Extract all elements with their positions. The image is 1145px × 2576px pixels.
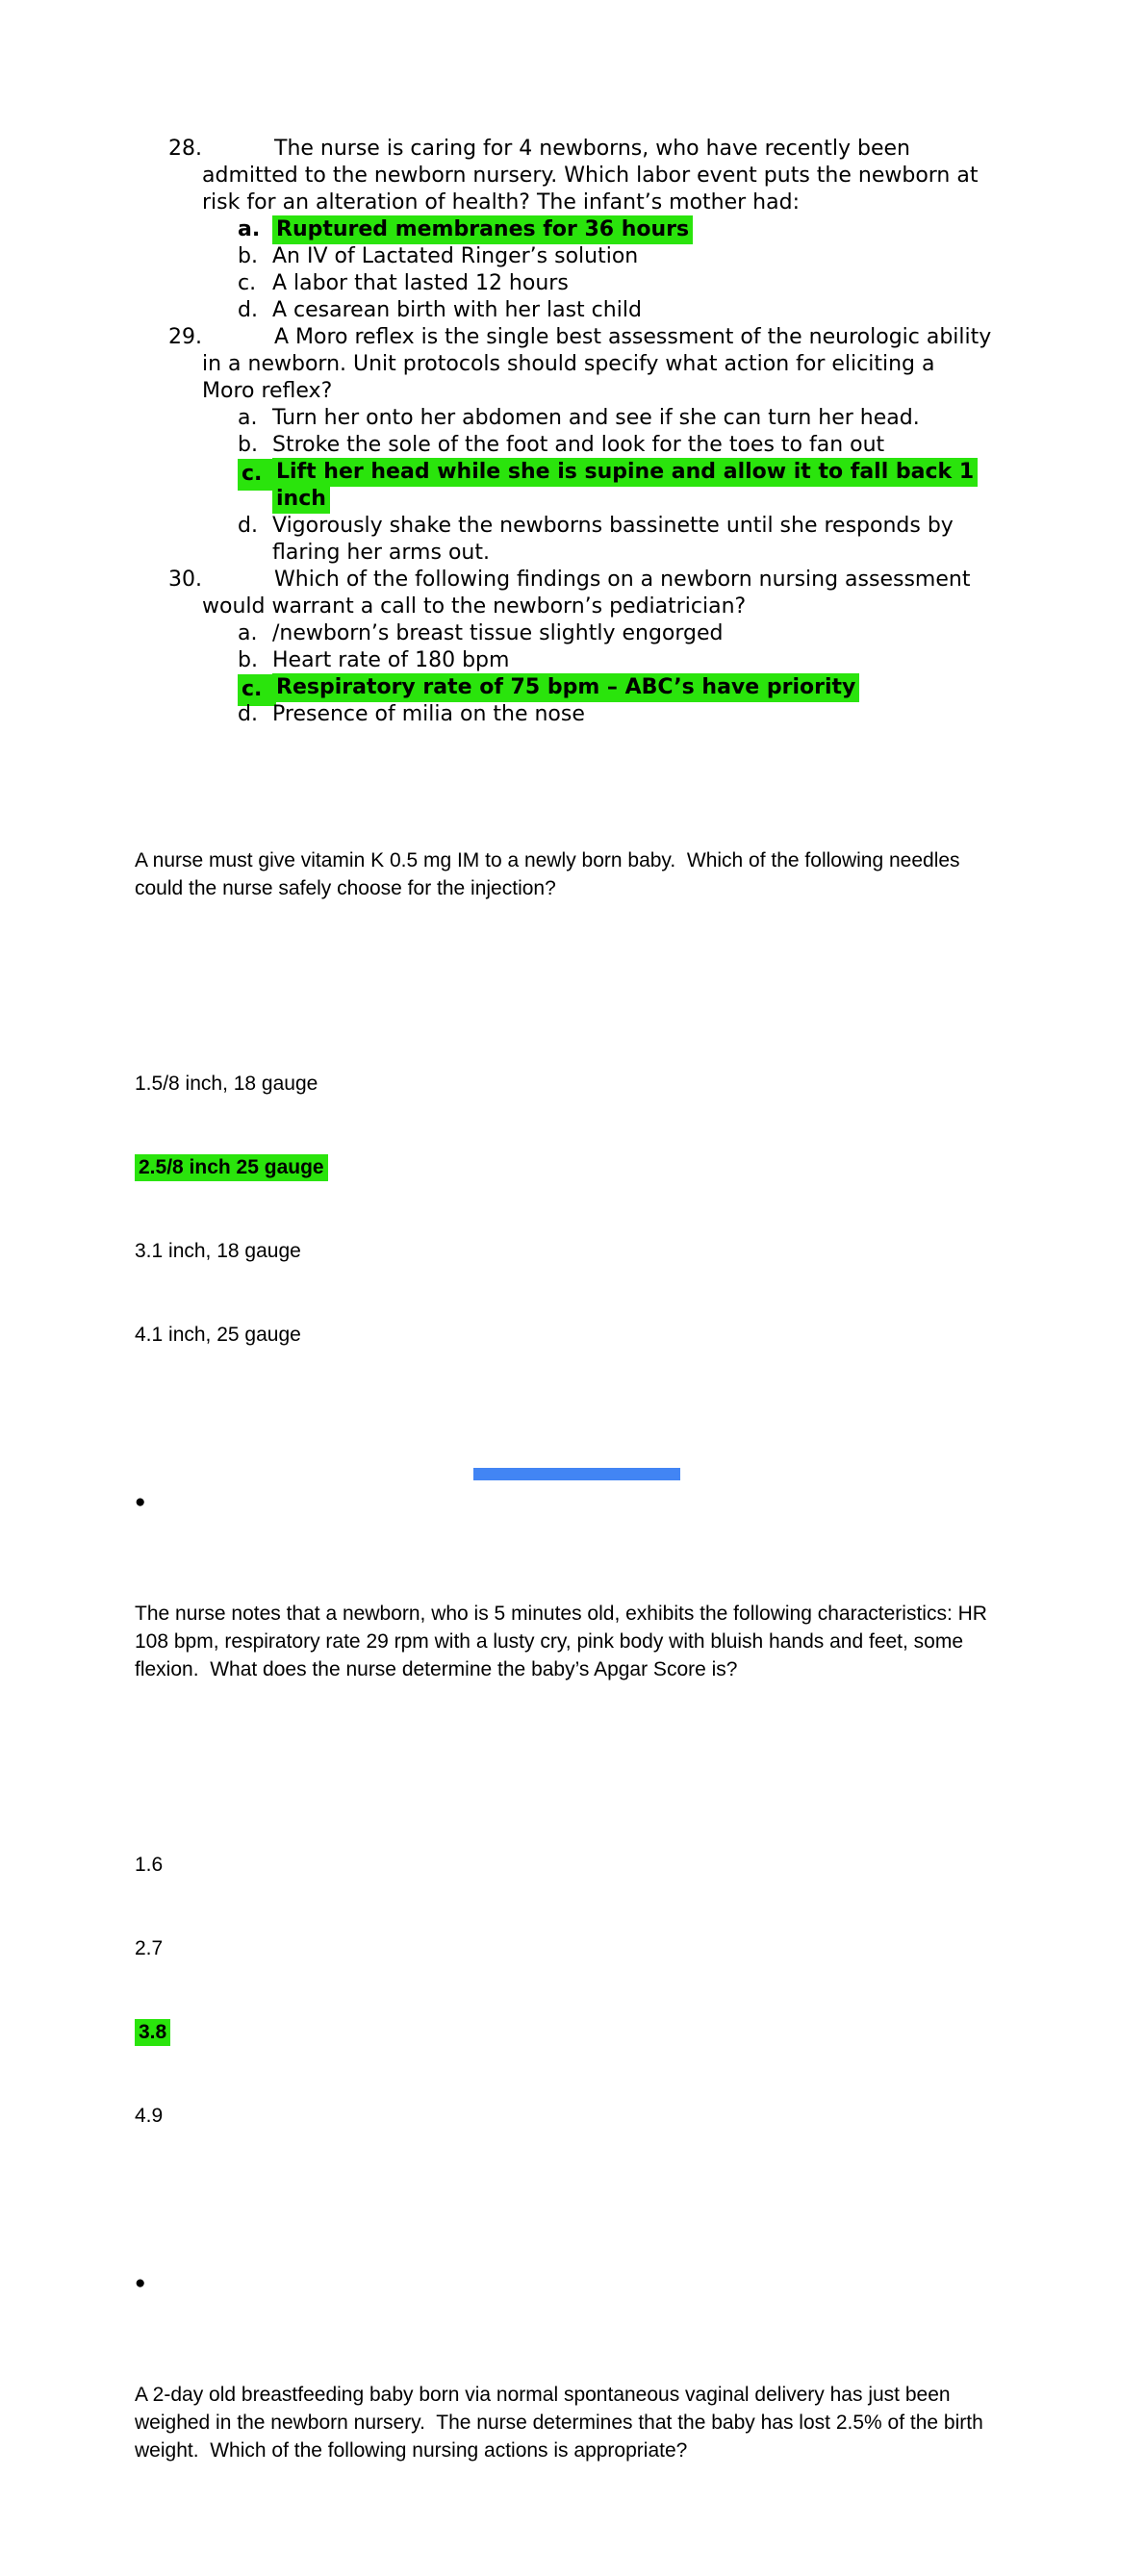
bullet-line: [135, 1488, 1030, 1516]
scrollbar-thumb[interactable]: [473, 1468, 680, 1480]
answer-option-c: [238, 270, 1034, 297]
bullet-icon: ●: [135, 2273, 146, 2293]
option-text: Presence of milia on the nose: [272, 702, 585, 726]
option-letter: c.: [238, 459, 276, 491]
option-text: /newborn’s breast tissue slightly engorged: [272, 621, 724, 645]
answer-item: 1.5/8 inch, 18 gauge: [135, 1073, 318, 1095]
question-text: The nurse is caring for 4 newborns, who have recently been admitted to the newborn nursery. Which labor event puts the newborn at risk for an alteration of health? The infant’s mother had:: [202, 137, 979, 215]
highlighted-answer: Ruptured membranes for 36 hours: [272, 215, 693, 244]
option-letter: a.: [238, 217, 261, 241]
weight-loss-question-text: A 2-day old breastfeeding baby born via normal spontaneous vaginal delivery has just been weighed in the newborn nursery. The nurse determines that the baby has lost 2.5% of the birth weight. Which of the following nursing actions is appropriate?: [135, 2384, 983, 2462]
answer-item-highlighted: 3.8: [135, 2018, 1030, 2046]
answer-option-c: [242, 459, 1034, 513]
option-text: An IV of Lactated Ringer’s solution: [272, 244, 639, 268]
option-text: Stroke the sole of the foot and look for the toes to fan out: [272, 433, 885, 457]
answer-option-d: [238, 701, 1034, 728]
question-number: 29.: [168, 325, 202, 349]
option-letter: b.: [238, 433, 258, 457]
highlighted-answer: Respiratory rate of 75 bpm – ABC’s have priority: [272, 673, 859, 702]
answer-option-d: [238, 297, 1034, 324]
highlighted-answer: Lift her head while she is supine and allow it to fall back 1 inch: [272, 458, 978, 514]
question-29: [168, 324, 1041, 567]
option-letter: d.: [238, 514, 258, 538]
option-letter: c.: [238, 271, 257, 295]
bullet-line: [135, 2269, 1030, 2297]
option-text: Turn her onto her abdomen and see if she can turn her head.: [272, 406, 920, 430]
answer-option-c: [242, 674, 1034, 701]
option-letter: c.: [238, 674, 276, 706]
answer-item: 4.9: [135, 2105, 164, 2127]
answer-option-b: [238, 432, 1034, 459]
question-30: [168, 567, 1041, 728]
answer-option-b: [238, 647, 1034, 674]
answer-option-a: [238, 405, 1034, 432]
option-letter: b.: [238, 648, 258, 672]
apgar-answer-list: [135, 1795, 1030, 2185]
option-text: A labor that lasted 12 hours: [272, 271, 569, 295]
answer-option-a: [238, 620, 1034, 647]
answer-option-d: [238, 513, 1034, 567]
option-letter: a.: [238, 406, 258, 430]
answer-item: 3.1 inch, 18 gauge: [135, 1240, 301, 1262]
option-text: A cesarean birth with her last child: [272, 298, 642, 322]
answer-option-a: [238, 216, 1034, 243]
option-text: Vigorously shake the newborns bassinette until she responds by flaring her arms out.: [272, 514, 954, 565]
vitamin-k-question-text: A nurse must give vitamin K 0.5 mg IM to a newly born baby. Which of the following needles could the nurse safely choose for the injection?: [135, 849, 960, 899]
question-text: A Moro reflex is the single best assessment of the neurologic ability in a newborn. Unit protocols should specify what action for eliciting a Moro reflex?: [202, 325, 992, 403]
exam-questions-section: [0, 0, 1145, 728]
answer-item-highlighted: 2.5/8 inch 25 gauge: [135, 1153, 1030, 1181]
option-letter: a.: [238, 621, 258, 645]
answer-item: 4.1 inch, 25 gauge: [135, 1324, 301, 1346]
option-letter: d.: [238, 702, 258, 726]
option-letter: d.: [238, 298, 258, 322]
answer-item: 1.6: [135, 1854, 164, 1876]
option-letter: b.: [238, 244, 258, 268]
question-text: Which of the following findings on a newborn nursing assessment would warrant a call to the newborn’s pediatrician?: [202, 568, 971, 619]
additional-questions-section: [135, 728, 1030, 2576]
answer-option-b: [238, 243, 1034, 270]
vitamin-k-answer-list: [135, 1014, 1030, 1404]
question-number: 30.: [168, 568, 202, 592]
question-28: [168, 136, 1041, 324]
option-text: Heart rate of 180 bpm: [272, 648, 510, 672]
apgar-question-text: The nurse notes that a newborn, who is 5 minutes old, exhibits the following characteristics: HR 108 bpm, respiratory rate 29 rpm with a lusty cry, pink body with bluish hands and feet, some flexion. What does the nurse determine the baby’s Apgar Score is?: [135, 1603, 987, 1680]
question-number: 28.: [168, 137, 202, 161]
answer-item: 2.7: [135, 1937, 164, 1959]
bullet-icon: ●: [135, 1492, 146, 1512]
